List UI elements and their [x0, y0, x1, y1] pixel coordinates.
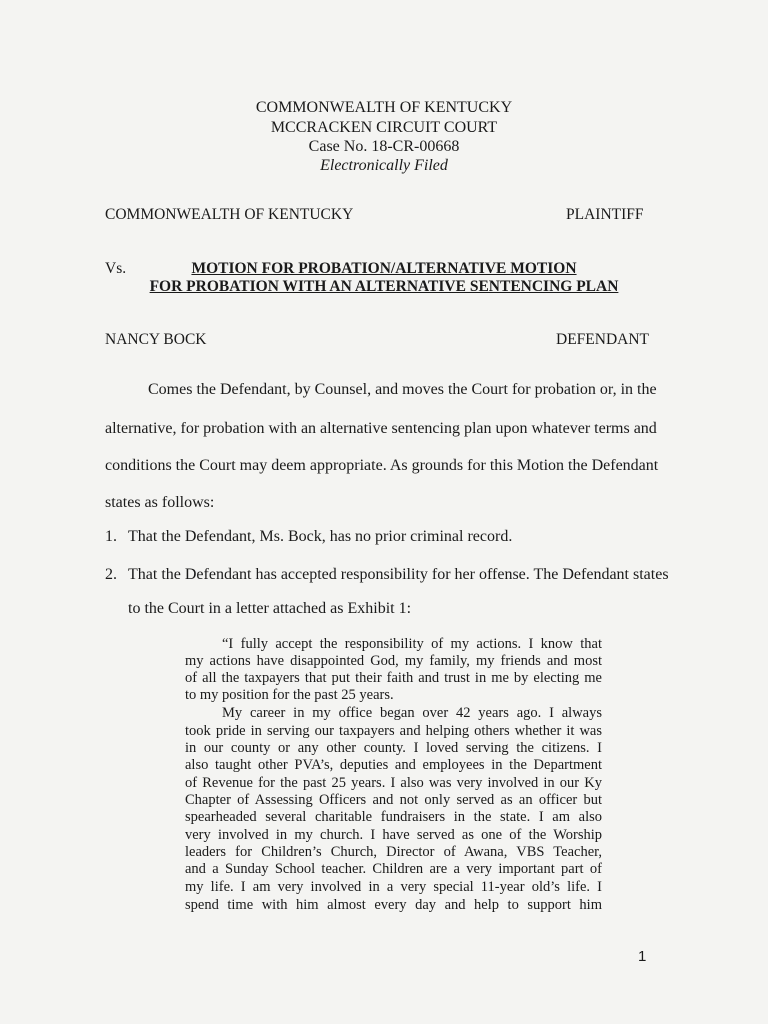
- quote-line: also taught other PVA’s, deputies and employees in the Department: [185, 757, 602, 773]
- motion-title-line1: MOTION FOR PROBATION/ALTERNATIVE MOTION: [191, 260, 577, 277]
- motion-title-line2: FOR PROBATION WITH AN ALTERNATIVE SENTENCING PLAN: [149, 278, 619, 295]
- item-text: That the Defendant has accepted responsibility for her offense. The Defendant states: [128, 566, 669, 583]
- quote-line: took pride in serving our taxpayers and helping others whether it was: [185, 723, 602, 739]
- filing-status: Electronically Filed: [320, 157, 448, 174]
- quote-line: spend time with him almost every day and help to support him: [185, 897, 602, 913]
- quote-line: leaders for Children’s Church, Director of Awana, VBS Teacher,: [185, 844, 602, 860]
- quote-line: My career in my office began over 42 years ago. I always: [222, 705, 602, 721]
- court-name: MCCRACKEN CIRCUIT COURT: [270, 119, 498, 136]
- quote-line: “I fully accept the responsibility of my actions. I know that: [222, 636, 602, 652]
- versus-label: Vs.: [105, 260, 127, 277]
- quote-line: my actions have disappointed God, my family, my friends and most: [185, 653, 602, 669]
- quote-line: of all the taxpayers that put their faith and trust in me by electing me: [185, 670, 602, 686]
- quote-line: in our county or any other county. I loved serving the citizens. I: [185, 740, 602, 756]
- quote-line: to my position for the past 25 years.: [185, 687, 394, 703]
- item-text: to the Court in a letter attached as Exhibit 1:: [128, 600, 412, 617]
- plaintiff-name: COMMONWEALTH OF KENTUCKY: [105, 206, 354, 223]
- quote-line: and a Sunday School teacher. Children are a very important part of: [185, 861, 602, 877]
- quote-line: Chapter of Assessing Officers and not only served as an officer but: [185, 792, 602, 808]
- intro-line: states as follows:: [105, 494, 215, 511]
- intro-line: conditions the Court may deem appropriate. As grounds for this Motion the Defendant: [105, 457, 659, 474]
- plaintiff-role: PLAINTIFF: [566, 206, 644, 223]
- intro-line: Comes the Defendant, by Counsel, and moves the Court for probation or, in the: [148, 381, 657, 398]
- item-number: 2.: [105, 566, 117, 583]
- item-number: 1.: [105, 528, 117, 545]
- intro-line: alternative, for probation with an alternative sentencing plan upon whatever terms and: [105, 420, 657, 437]
- quote-line: my life. I am very involved in a very special 11-year old’s life. I: [185, 879, 602, 895]
- defendant-name: NANCY BOCK: [105, 331, 207, 348]
- court-jurisdiction: COMMONWEALTH OF KENTUCKY: [255, 99, 513, 116]
- item-text: That the Defendant, Ms. Bock, has no prior criminal record.: [128, 528, 513, 545]
- quote-line: of Revenue for the past 25 years. I also was very involved in our Ky: [185, 775, 602, 791]
- page-number: 1: [638, 948, 647, 965]
- quote-line: very involved in my church. I have served as one of the Worship: [185, 827, 602, 843]
- quote-line: spearheaded several charitable fundraisers in the state. I am also: [185, 809, 602, 825]
- defendant-role: DEFENDANT: [556, 331, 649, 348]
- case-number: Case No. 18-CR-00668: [308, 138, 460, 155]
